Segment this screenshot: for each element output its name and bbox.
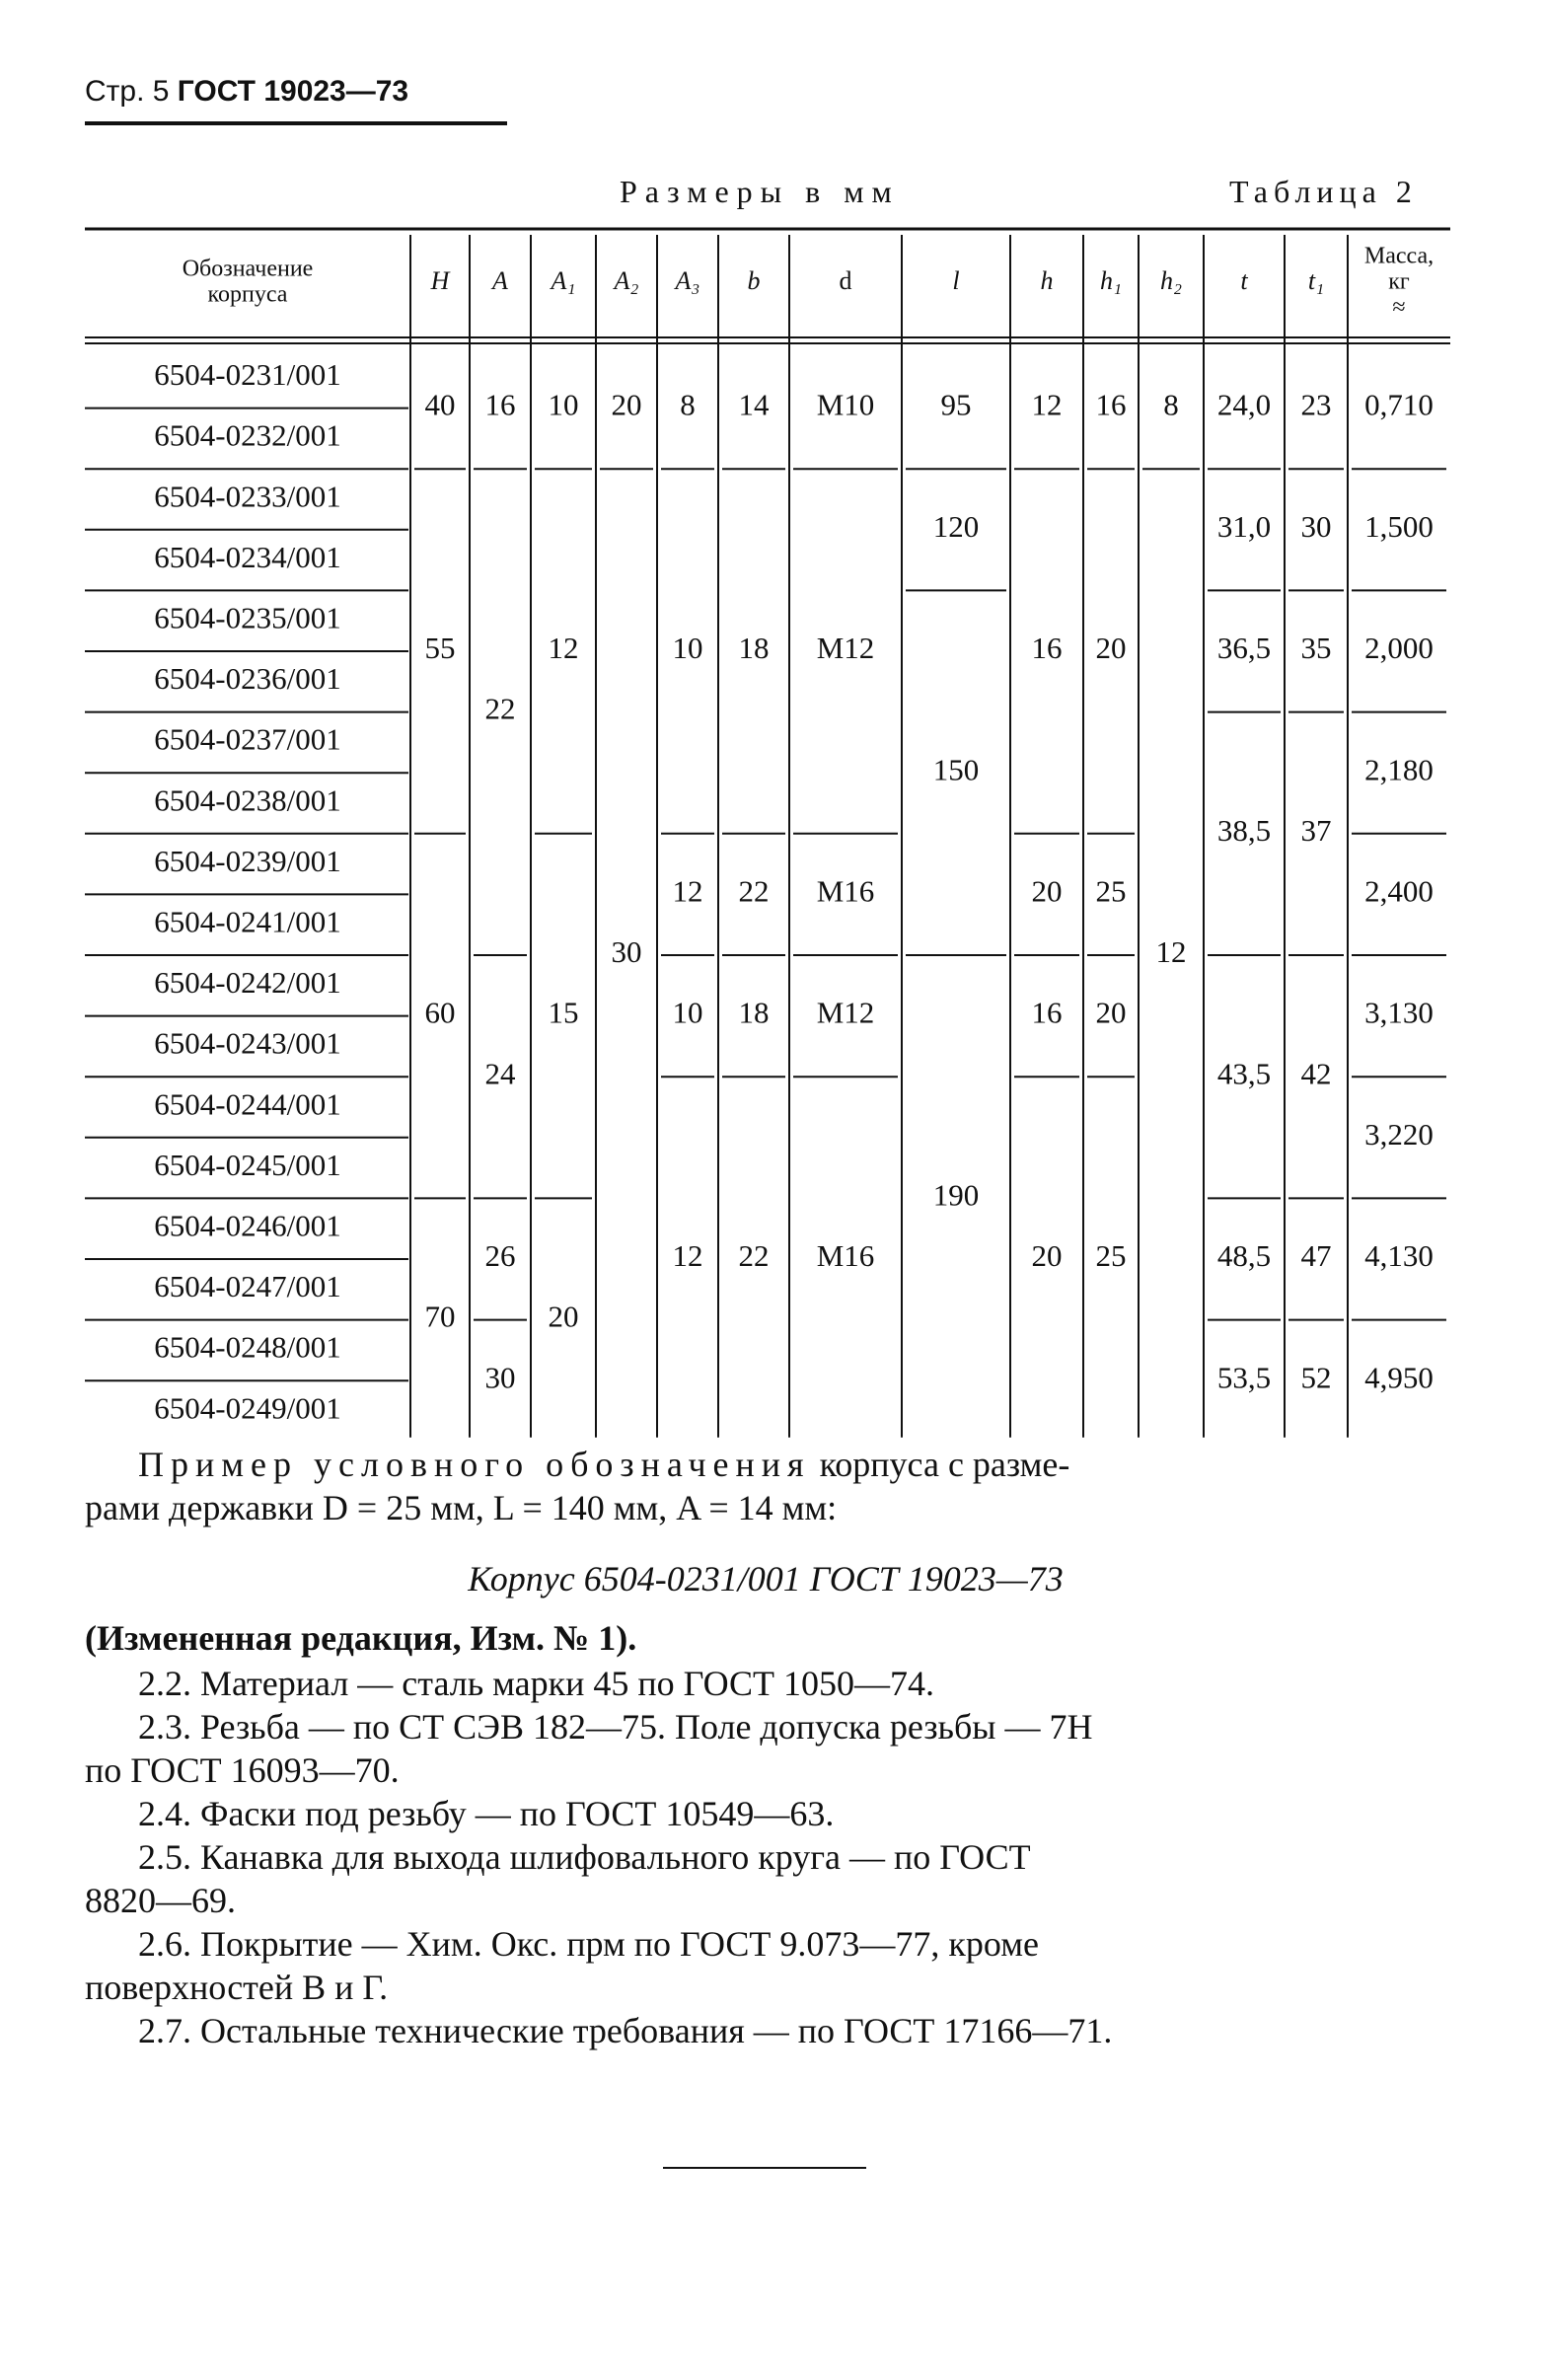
- table-cell: 190: [932, 1177, 980, 1213]
- table-cell: 24,0: [1216, 387, 1272, 422]
- example-text-1: корпуса с разме-: [810, 1445, 1070, 1484]
- table-cell: 35: [1300, 631, 1332, 666]
- standard-number: ГОСТ 19023—73: [177, 75, 409, 108]
- table-cell: 12: [1031, 387, 1063, 422]
- header-label: d: [839, 265, 852, 295]
- table-cell: 37: [1300, 812, 1332, 848]
- table-cell: 43,5: [1216, 1056, 1272, 1091]
- row-designation: 6504-0232/001: [154, 417, 341, 453]
- header-label: ≈: [1392, 294, 1406, 321]
- item-2-5: 2.5. Канавка для выхода шлифовального круга — по ГОСТ: [138, 1837, 1031, 1877]
- table-cell: M12: [816, 631, 875, 666]
- item-2-7: 2.7. Остальные технические требования — по ГОСТ 17166—71.: [138, 2011, 1113, 2050]
- table-cell: 3,130: [1364, 995, 1434, 1030]
- header-label: кг: [1388, 268, 1410, 295]
- row-designation: 6504-0248/001: [154, 1329, 341, 1365]
- row-designation: 6504-0235/001: [154, 600, 341, 635]
- table-cell: 16: [484, 387, 516, 422]
- table-cell: 14: [738, 387, 770, 422]
- table-cell: 12: [1155, 934, 1187, 970]
- header-label: l: [952, 265, 960, 295]
- row-designation: 6504-0249/001: [154, 1390, 341, 1426]
- table-cell: 55: [424, 631, 456, 666]
- header-label: A₁: [551, 265, 576, 295]
- table-cell: 95: [940, 387, 972, 422]
- table-cell: 2,180: [1364, 752, 1434, 787]
- header-label: H: [430, 265, 450, 295]
- table-cell: 30: [484, 1360, 516, 1395]
- table-cell: 53,5: [1216, 1360, 1272, 1395]
- item-2-6-cont: поверхностей В и Г.: [85, 1968, 389, 2007]
- table-cell: 16: [1031, 995, 1063, 1030]
- table-cell: 10: [672, 995, 703, 1030]
- table-cell: 120: [932, 508, 980, 544]
- table-cell: 2,000: [1364, 631, 1434, 666]
- table-cell: 8: [680, 387, 696, 422]
- table-cell: 12: [548, 631, 579, 666]
- row-designation: 6504-0246/001: [154, 1208, 341, 1243]
- row-designation: 6504-0233/001: [154, 479, 341, 514]
- header-label: h₁: [1099, 265, 1123, 295]
- table-cell: 15: [548, 995, 579, 1030]
- table-cell: 8: [1163, 387, 1179, 422]
- example-text-2: рами державки D = 25 мм, L = 140 мм, A = 14 мм:: [85, 1488, 838, 1527]
- row-designation: 6504-0242/001: [154, 965, 341, 1001]
- requirements-list: [85, 1662, 1446, 2052]
- row-designation: 6504-0238/001: [154, 782, 341, 818]
- table-cell: 20: [548, 1299, 579, 1334]
- table-cell: M12: [816, 995, 875, 1030]
- table-cell: 70: [424, 1299, 456, 1334]
- row-designation: 6504-0234/001: [154, 539, 341, 574]
- table-cell: 30: [611, 934, 642, 970]
- table-cell: 26: [484, 1238, 516, 1274]
- table-cell: 20: [1031, 873, 1063, 909]
- table-cell: 24: [484, 1056, 516, 1091]
- table-cell: 23: [1300, 387, 1332, 422]
- table-cell: 20: [611, 387, 642, 422]
- row-designation: 6504-0237/001: [154, 721, 341, 757]
- row-designation: 6504-0245/001: [154, 1147, 341, 1182]
- header-label: Обозначение: [182, 256, 314, 282]
- row-designation: 6504-0243/001: [154, 1025, 341, 1061]
- table-cell: 150: [932, 752, 980, 787]
- table-cell: 4,130: [1364, 1238, 1434, 1274]
- table-cell: 4,950: [1364, 1360, 1434, 1395]
- example-lead: Пример условного обозначения: [138, 1445, 811, 1484]
- table-cell: 1,500: [1364, 508, 1434, 544]
- row-designation: 6504-0239/001: [154, 843, 341, 878]
- dimensions-caption: Размеры в мм: [620, 174, 900, 209]
- example-designation: Корпус 6504-0231/001 ГОСТ 19023—73: [468, 1559, 1064, 1599]
- table-cell: 25: [1095, 873, 1127, 909]
- table-cell: 31,0: [1216, 508, 1272, 544]
- header-label: h: [1040, 265, 1054, 295]
- table-cell: 25: [1095, 1238, 1127, 1274]
- table-cell: 20: [1031, 1238, 1063, 1274]
- table-cell: 3,220: [1364, 1116, 1434, 1152]
- table-cell: 16: [1095, 387, 1127, 422]
- row-designation: 6504-0231/001: [154, 357, 341, 393]
- table-cell: 0,710: [1364, 387, 1434, 422]
- table-cell: 20: [1095, 995, 1127, 1030]
- row-designation: 6504-0247/001: [154, 1269, 341, 1304]
- item-2-3-cont: по ГОСТ 16093—70.: [85, 1750, 400, 1790]
- header-label: A₃: [675, 265, 700, 295]
- footer-rule: [663, 2167, 866, 2169]
- table-cell: 42: [1300, 1056, 1332, 1091]
- table-cell: 52: [1300, 1360, 1332, 1395]
- row-designation: 6504-0241/001: [154, 904, 341, 939]
- page-number: Стр. 5: [85, 75, 170, 108]
- item-2-6: 2.6. Покрытие — Хим. Окс. прм по ГОСТ 9.073—77, кроме: [138, 1924, 1039, 1964]
- header-label: h₂: [1159, 265, 1183, 295]
- table-cell: 20: [1095, 631, 1127, 666]
- header-label: b: [747, 265, 761, 295]
- table-cell: M16: [816, 1238, 875, 1274]
- item-2-3: 2.3. Резьба — по СТ СЭВ 182—75. Поле допуска резьбы — 7H: [138, 1707, 1093, 1747]
- table-cell: 12: [672, 1238, 703, 1274]
- table-cell: M10: [816, 387, 875, 422]
- table-cell: 22: [484, 691, 516, 726]
- item-2-5-cont: 8820—69.: [85, 1881, 236, 1920]
- table-cell: 12: [672, 873, 703, 909]
- table-cell: 48,5: [1216, 1238, 1272, 1274]
- table-cell: 22: [738, 873, 770, 909]
- table-cell: 30: [1300, 508, 1332, 544]
- row-designation: 6504-0244/001: [154, 1086, 341, 1122]
- table-cell: 2,400: [1364, 873, 1434, 909]
- table-cell: 10: [548, 387, 579, 422]
- header-label: корпуса: [207, 281, 288, 308]
- header-label: Масса,: [1363, 243, 1435, 269]
- revision-note: (Измененная редакция, Изм. № 1).: [85, 1618, 637, 1658]
- item-2-4: 2.4. Фаски под резьбу — по ГОСТ 10549—63.: [138, 1794, 835, 1833]
- header-label: t₁: [1307, 265, 1325, 295]
- table-caption: Таблица 2: [1229, 174, 1418, 209]
- table-cell: 18: [738, 631, 770, 666]
- table-cell: 38,5: [1216, 812, 1272, 848]
- example-paragraph: [85, 1443, 1446, 1529]
- table-cell: 18: [738, 995, 770, 1030]
- table-cell: 60: [424, 995, 456, 1030]
- item-2-2: 2.2. Материал — сталь марки 45 по ГОСТ 1050—74.: [138, 1664, 935, 1703]
- header-label: t: [1240, 265, 1248, 295]
- table-cell: 47: [1300, 1238, 1332, 1274]
- header-label: A₂: [614, 265, 639, 295]
- row-designation: 6504-0236/001: [154, 661, 341, 697]
- table-cell: 40: [424, 387, 456, 422]
- header-label: A: [492, 265, 508, 295]
- table-cell: 10: [672, 631, 703, 666]
- table-cell: M16: [816, 873, 875, 909]
- table-cell: 22: [738, 1238, 770, 1274]
- table-cell: 36,5: [1216, 631, 1272, 666]
- table-cell: 16: [1031, 631, 1063, 666]
